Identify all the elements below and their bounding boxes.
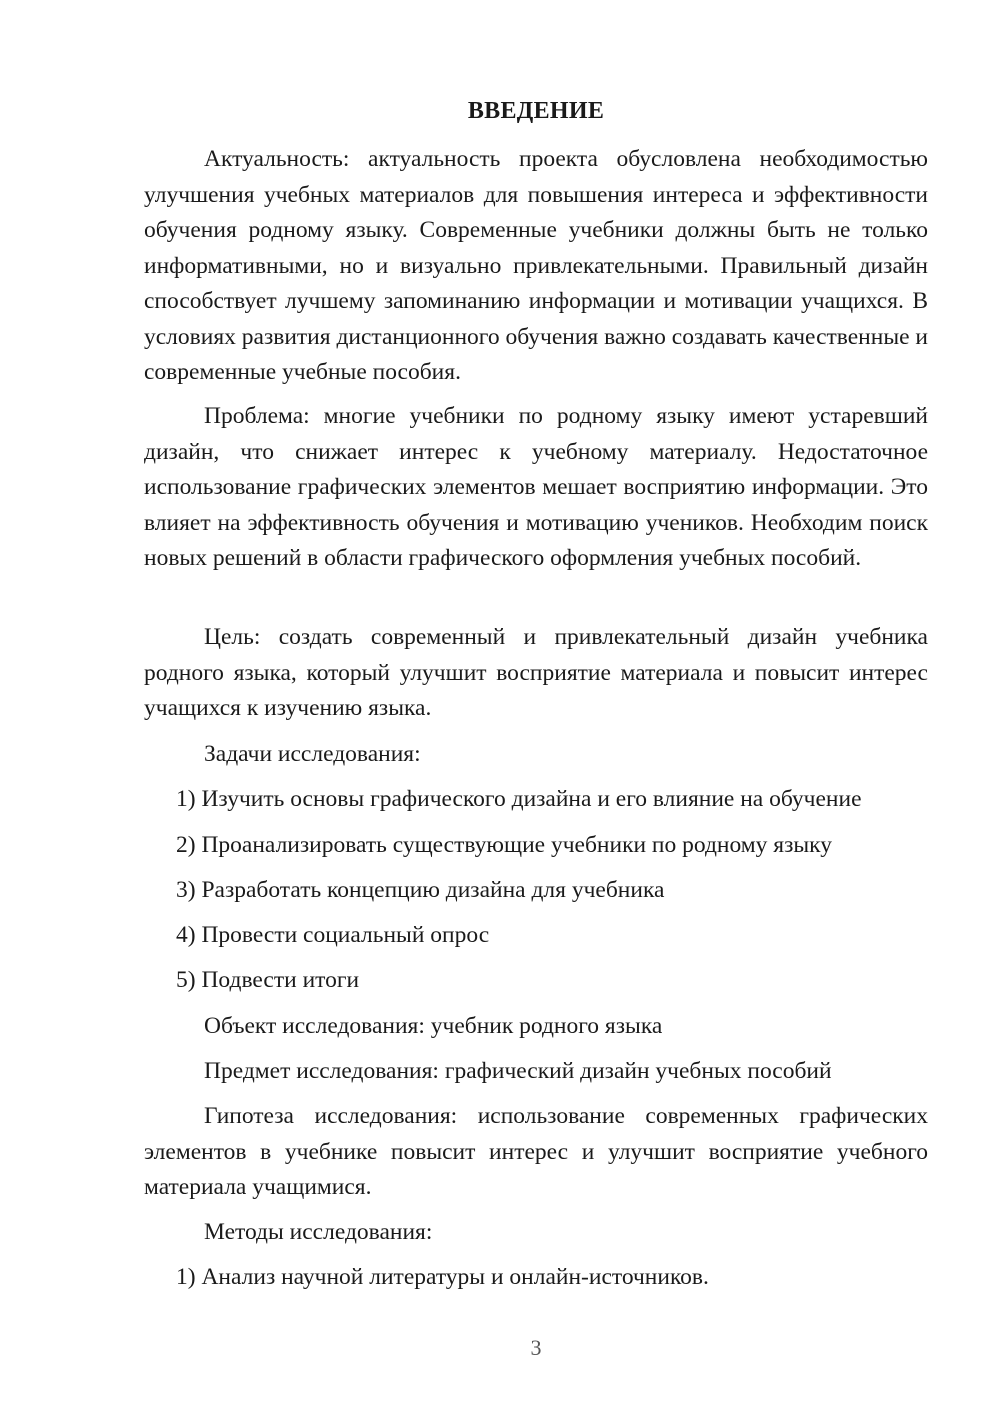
task-item: 5) Подвести итоги <box>176 967 360 993</box>
task-item: 2) Проанализировать существующие учебники по родному языку <box>176 832 833 858</box>
problem-paragraph: Проблема: многие учебники по родному языку имеют устаревший дизайн, что снижает интерес к учебному материалу. Недостаточное использование графических элементов мешает восприятию информации. Это влияет на эффективность обучения и мотивацию учеников. Необходим поиск новых решений в области графического оформления учебных пособий. <box>144 403 928 571</box>
method-item: 1) Анализ научной литературы и онлайн-источников. <box>176 1264 709 1290</box>
goal-paragraph: Цель: создать современный и привлекательный дизайн учебника родного языка, который улучшит восприятие материала и повысит интерес учащихся к изучению языка. <box>144 624 928 721</box>
research-subject: Предмет исследования: графический дизайн учебных пособий <box>204 1058 832 1084</box>
hypothesis-paragraph: Гипотеза исследования: использование современных графических элементов в учебнике повысит интерес и улучшит восприятие учебного материала учащимися. <box>144 1103 928 1200</box>
task-item: 4) Провести социальный опрос <box>176 922 490 948</box>
methods-heading: Методы исследования: <box>204 1219 433 1245</box>
page-number: 3 <box>530 1335 542 1360</box>
page-title: ВВЕДЕНИЕ <box>467 98 605 124</box>
task-item: 1) Изучить основы графического дизайна и его влияние на обучение <box>176 786 862 812</box>
research-object: Объект исследования: учебник родного языка <box>204 1013 663 1039</box>
relevance-paragraph: Актуальность: актуальность проекта обусловлена необходимостью улучшения учебных материалов для повышения интереса и эффективности обучения родному языку. Современные учебники должны быть не только информативными, но и визуально привлекательными. Правильный дизайн способствует лучшему запоминанию информации и мотивации учащихся. В условиях развития дистанционного обучения важно создавать качественные и современные учебные пособия. <box>144 146 928 385</box>
tasks-heading: Задачи исследования: <box>204 741 421 767</box>
task-item: 3) Разработать концепцию дизайна для учебника <box>176 877 665 903</box>
